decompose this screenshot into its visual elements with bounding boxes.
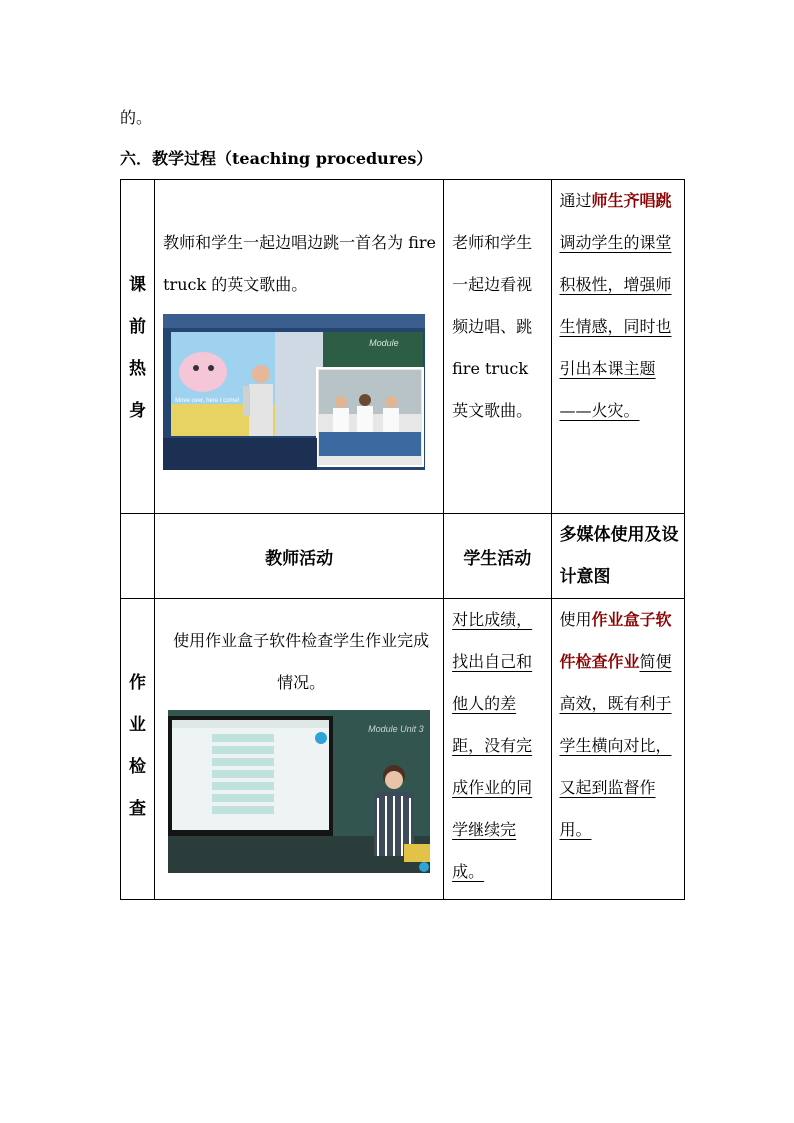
header-teacher-cell [155, 514, 444, 599]
video-caption: Move over, here I come! [175, 398, 240, 404]
stage-char: 检 [129, 757, 147, 777]
stage-char: 查 [129, 799, 147, 819]
header-teacher: 教师活动 [265, 548, 334, 569]
stage-cell-homework [121, 599, 155, 900]
stage-char: 身 [129, 401, 147, 421]
teacher-activity-warmup [155, 180, 444, 514]
header-media: 多媒体使用及设计意图 [559, 525, 679, 587]
stage-char: 业 [129, 715, 147, 735]
intro-continuation: 的。 [120, 108, 153, 127]
table-row-header [121, 514, 685, 599]
media-rest: 简便高效，既有利于学生横向对比，又起到监督作用。 [559, 652, 672, 839]
student-text: 老师和学生一起边看视频边唱、跳 fire truck 英文歌曲。 [452, 233, 533, 420]
media-prefix: 使用 [559, 610, 592, 629]
teacher-text: 使用作业盒子软件检查学生作业完成情况。 [173, 631, 430, 692]
stage-cell-warmup [121, 180, 155, 514]
table-row-homework [121, 599, 685, 900]
teacher-text: 教师和学生一起边唱边跳一首名为 fire truck 的英文歌曲。 [163, 233, 436, 294]
board-text: Module Unit 3 [368, 724, 424, 734]
media-emphasis: 师生齐唱跳 [591, 191, 672, 210]
homework-box-photo [168, 710, 430, 873]
student-activity-homework [444, 599, 551, 900]
table-row-warmup [121, 180, 685, 514]
media-rest: 调动学生的课堂积极性，增强师生情感，同时也引出本课主题——火灾。 [559, 233, 672, 420]
header-student: 学生活动 [463, 548, 532, 569]
student-activity-warmup [444, 180, 551, 514]
header-student-cell [444, 514, 551, 599]
section-heading: 六．教学过程（teaching procedures） [120, 149, 433, 168]
stage-char: 课 [129, 275, 147, 295]
student-text: 对比成绩，找出自己和他人的差距，没有完成作业的同学继续完成。 [452, 610, 533, 881]
media-intent-homework [551, 599, 685, 900]
procedures-table [120, 179, 685, 900]
song-video-photo [163, 314, 425, 470]
media-prefix: 通过 [559, 191, 592, 210]
teacher-activity-homework [155, 599, 444, 900]
header-blank-cell [121, 514, 155, 599]
media-intent-warmup [551, 180, 685, 514]
stage-char: 作 [129, 673, 147, 693]
header-media-cell [551, 514, 685, 599]
stage-char: 热 [129, 359, 147, 379]
stage-char: 前 [129, 317, 147, 337]
media-emphasis: 作业盒子软件检查作业 [559, 610, 672, 671]
board-text: Module [369, 338, 399, 348]
